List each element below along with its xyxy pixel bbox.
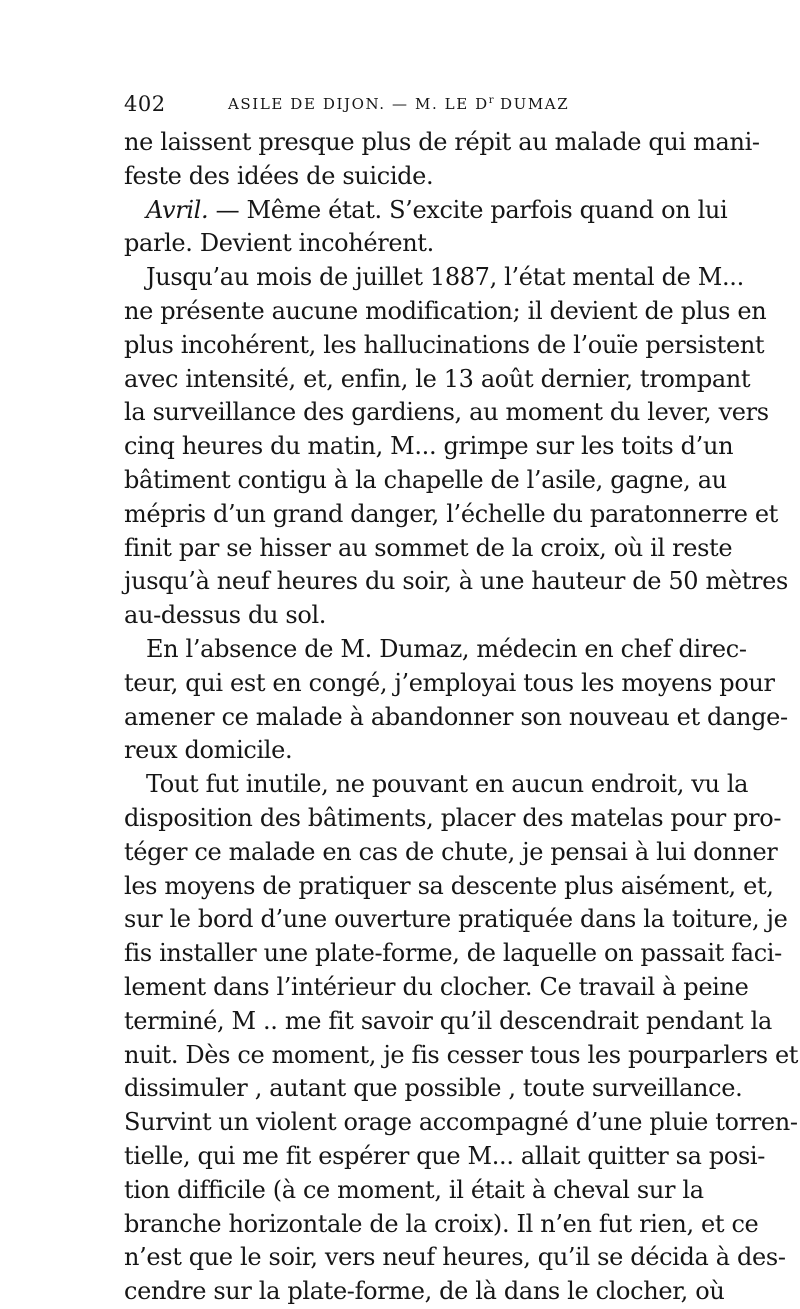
text-line: nuit. Dès ce moment, je fis cesser tous les pourparlers et [124,1040,799,1069]
text-line: Survint un violent orage accompagné d’une pluie torren- [124,1108,798,1137]
text-line: n’est que le soir, vers neuf heures, qu’il se décida à des- [124,1243,786,1272]
text-line: feste des idées de suicide. [124,161,434,190]
text-line: jusqu’à neuf heures du soir, à une hauteur de 50 mètres [124,567,788,596]
text-line [124,194,728,228]
text-line: sur le bord d’une ouverture pratiquée dans la toiture, je [124,905,788,934]
text-line: lement dans l’intérieur du clocher. Ce travail à peine [124,972,749,1001]
text-line: cinq heures du matin, M... grimpe sur les toits d’un [124,432,734,461]
text-line: disposition des bâtiments, placer des matelas pour pro- [124,803,782,832]
running-head [228,95,569,113]
text-line: téger ce malade en cas de chute, je pensai à lui donner [124,837,778,866]
text-line: fis installer une plate-forme, de laquelle on passait faci- [124,939,782,968]
text-line: amener ce malade à abandonner son nouveau et dange- [124,702,788,731]
text-line: branche horizontale de la croix). Il n’en fut rien, et ce [124,1209,759,1238]
text-line: avec intensité, et, enfin, le 13 août dernier, trompant [124,364,751,393]
text-line: tielle, qui me fit espérer que M... allait quitter sa posi- [124,1141,766,1170]
running-head-name: DUMAZ [493,95,570,113]
text-line: la surveillance des gardiens, au moment du lever, vers [124,398,769,427]
text-line: mépris d’un grand danger, l’échelle du paratonnerre et [124,499,778,528]
text-line: terminé, M .. me fit savoir qu’il descendrait pendant la [124,1006,772,1035]
italic-lead: Avril. [146,195,209,224]
text-line: les moyens de pratiquer sa descente plus aisément, et, [124,871,774,900]
text-line: tion difficile (à ce moment, il était à cheval sur la [124,1175,704,1204]
body-text [124,126,799,1309]
page-number: 402 [124,92,166,116]
text-line: bâtiment contigu à la chapelle de l’asile, gagne, au [124,465,727,494]
text-line: teur, qui est en congé, j’employai tous les moyens pour [124,668,775,697]
text-line: ne présente aucune modification; il devient de plus en [124,296,767,325]
text-line: Tout fut inutile, ne pouvant en aucun endroit, vu la [146,770,749,799]
text-line: dissimuler , autant que possible , toute surveillance. [124,1074,743,1103]
text-line-rest: — Même état. S’excite parfois quand on lui [215,195,728,224]
running-head-superscript: r [488,95,494,106]
running-head-text: ASILE DE DIJON. — M. LE D [228,95,489,113]
text-line: au-dessus du sol. [124,601,327,630]
text-line: ne laissent presque plus de répit au malade qui mani- [124,128,760,156]
page-header [124,92,684,122]
text-line: cendre sur la plate-forme, de là dans le clocher, où [124,1277,725,1306]
text-line: parle. Devient incohérent. [124,229,434,258]
text-line: reux domicile. [124,736,293,765]
text-line: finit par se hisser au sommet de la croix, où il reste [124,533,733,562]
text-line: En l’absence de M. Dumaz, médecin en chef direc- [146,634,747,663]
text-line: Jusqu’au mois de juillet 1887, l’état mental de M... [146,263,744,292]
text-line: plus incohérent, les hallucinations de l’ouïe persistent [124,330,765,359]
